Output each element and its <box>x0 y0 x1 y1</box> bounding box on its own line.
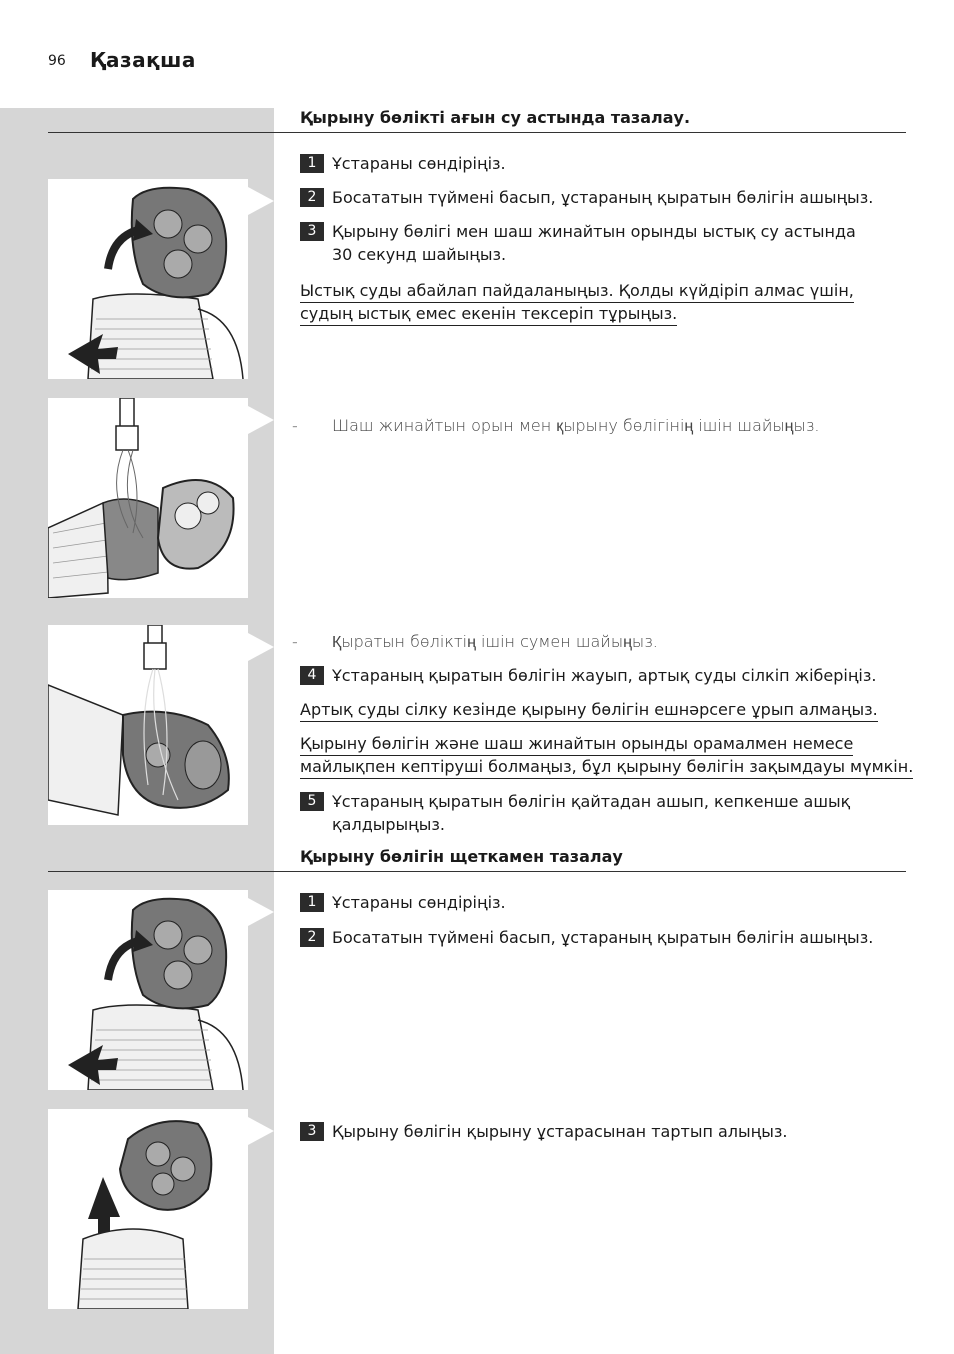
illustration-rinse-chamber <box>48 398 248 598</box>
section-title-rinse: Қырыну бөлікті ағын су астында тазалау. <box>300 108 691 127</box>
shaver-open-drawing <box>48 890 248 1090</box>
warning-line: Артық суды сілку кезінде қырыну бөлігін ешнәрсеге ұрып алмаңыз. <box>300 699 878 722</box>
callout-pointer <box>248 187 274 215</box>
bullet-text: Қыратын бөліктің ішін сумен шайыңыз. <box>332 632 658 651</box>
warning-line: Қырыну бөлігін және шаш жинайтын орынды орамалмен немесе <box>300 733 853 756</box>
warning-hot-water <box>300 280 854 326</box>
step-text: Ұстараның қыратын бөлігін жауып, артық суды сілкіп жіберіңіз. <box>332 666 877 685</box>
step-2-open-unit <box>300 186 900 209</box>
step-text: Ұстараны сөндіріңіз. <box>332 154 506 173</box>
section-rule <box>48 871 906 872</box>
warning-line: майлықпен кептіруші болмаңыз, бұл қырыну бөлігін зақымдауы мүмкін. <box>300 756 913 779</box>
warning-do-not-tap <box>300 699 878 722</box>
step-number-badge: 2 <box>300 188 324 207</box>
page-number: 96 <box>48 53 66 69</box>
section-rule <box>48 132 906 133</box>
step-number-badge: 3 <box>300 1122 324 1141</box>
step-5-leave-open <box>300 790 870 836</box>
page-title: Қазақша <box>90 48 196 72</box>
step-number-badge: 3 <box>300 222 324 241</box>
step-number-badge: 4 <box>300 666 324 685</box>
illustration-open-shaver <box>48 179 248 379</box>
shaver-rinse-drawing <box>48 398 248 598</box>
illustration-rinse-unit <box>48 625 248 825</box>
step-text: Босататын түймені басып, ұстараның қыратын бөлігін ашыңыз. <box>332 188 874 207</box>
step-text: Босататын түймені басып, ұстараның қыратын бөлігін ашыңыз. <box>332 928 874 947</box>
step-4-close-shake <box>300 664 900 687</box>
illustration-open-shaver-2 <box>48 890 248 1090</box>
step-number-badge: 2 <box>300 928 324 947</box>
step-1-switch-off <box>300 891 900 914</box>
step-3-rinse-hot-water <box>300 220 870 266</box>
step-3-pull-off-unit <box>300 1120 900 1143</box>
callout-pointer <box>248 633 274 661</box>
step-text: Қырыну бөлігі мен шаш жинайтын орынды ыстық су астында 30 секунд шайыңыз. <box>332 222 856 264</box>
step-2-open-unit <box>300 926 900 949</box>
step-number-badge: 1 <box>300 893 324 912</box>
step-text: Қырыну бөлігін қырыну ұстарасынан тартып алыңыз. <box>332 1122 788 1141</box>
illustration-pull-off-unit <box>48 1109 248 1309</box>
step-number-badge: 1 <box>300 154 324 173</box>
step-number-badge: 5 <box>300 792 324 811</box>
warning-line: Ыстық суды абайлап пайдаланыңыз. Қолды күйдіріп алмас үшін, <box>300 280 854 303</box>
callout-pointer <box>248 1117 274 1145</box>
step-text: Ұстараны сөндіріңіз. <box>332 893 506 912</box>
warning-line: судың ыстық емес екенін тексеріп тұрыңыз. <box>300 303 677 326</box>
step-1-switch-off <box>300 152 900 175</box>
warning-do-not-dry-towel <box>300 733 913 779</box>
section-title-brush: Қырыну бөлігін щеткамен тазалау <box>300 847 623 866</box>
shaver-open-drawing <box>48 179 248 379</box>
step-text: Ұстараның қыратын бөлігін қайтадан ашып, кепкенше ашық қалдырыңыз. <box>332 792 851 834</box>
callout-pointer <box>248 406 274 434</box>
bullet-text: Шаш жинайтын орын мен қырыну бөлігінің ішін шайыңыз. <box>332 416 820 435</box>
unit-pull-off-drawing <box>48 1109 248 1309</box>
unit-rinse-drawing <box>48 625 248 825</box>
callout-pointer <box>248 898 274 926</box>
